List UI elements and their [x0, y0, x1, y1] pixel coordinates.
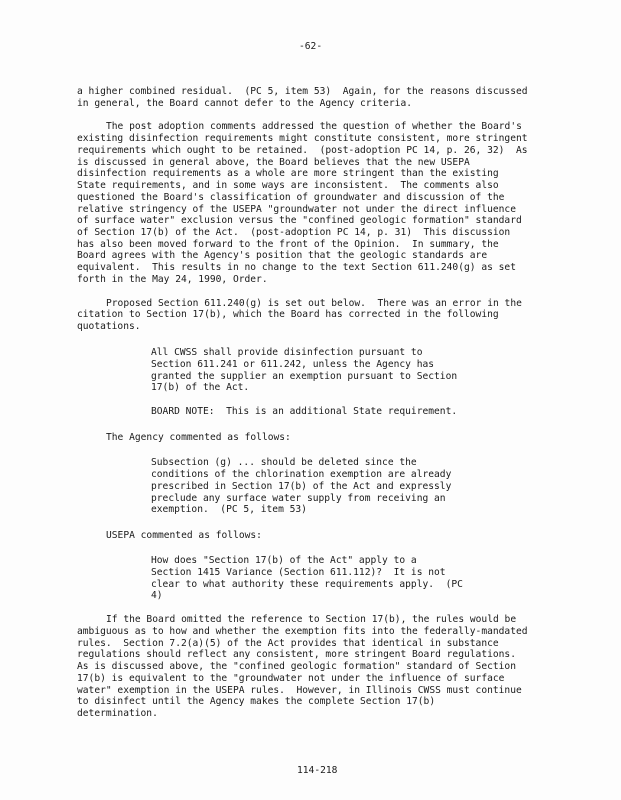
text-line: is discussed in general above, the Board believes that the new USEPA — [77, 157, 470, 168]
text-line: The post adoption comments addressed the question of whether the Board's — [106, 121, 522, 132]
text-line: regulations should reflect any consistent, more stringent Board regulations. — [77, 649, 516, 660]
quote-line: 17(b) of the Act. — [151, 382, 250, 393]
footer-reference: 114-218 — [297, 765, 338, 776]
text-line: of Section 17(b) of the Act. (post-adoption PC 14, p. 31) This discussion — [77, 227, 511, 238]
quote-line: exemption. (PC 5, item 53) — [151, 504, 307, 515]
quote-line: How does "Section 17(b) of the Act" apply to a — [151, 555, 417, 566]
quote-line: Subsection (g) ... should be deleted since the — [151, 457, 417, 468]
text-line: USEPA commented as follows: — [106, 530, 262, 541]
quote-line: conditions of the chlorination exemption are already — [151, 469, 452, 480]
text-line: in general, the Board cannot defer to the Agency criteria. — [77, 98, 413, 109]
quote-line: clear to what authority these requirements apply. (PC — [151, 579, 463, 590]
text-line: requirements which ought to be retained. (post-adoption PC 14, p. 26, 32) As — [77, 145, 528, 156]
text-line: rules. Section 7.2(a)(5) of the Act provides that identical in substance — [77, 638, 499, 649]
text-line: The Agency commented as follows: — [106, 432, 291, 443]
quote-line: prescribed in Section 17(b) of the Act and expressly — [151, 481, 452, 492]
quote-line: Section 1415 Variance (Section 611.112)? It is not — [151, 567, 446, 578]
board-note: BOARD NOTE: This is an additional State requirement. — [151, 406, 458, 417]
text-line: questioned the Board's classification of groundwater and discussion of the — [77, 192, 505, 203]
text-line: determination. — [77, 708, 158, 719]
text-line: As is discussed above, the "confined geologic formation" standard of Section — [77, 661, 516, 672]
text-line: has also been moved forward to the front of the Opinion. In summary, the — [77, 239, 499, 250]
quote-line: Section 611.241 or 611.242, unless the Agency has — [151, 359, 435, 370]
text-line: citation to Section 17(b), which the Board has corrected in the following — [77, 309, 499, 320]
text-line: existing disinfection requirements might constitute consistent, more stringent — [77, 133, 528, 144]
text-line: of surface water" exclusion versus the "confined geologic formation" standard — [77, 215, 522, 226]
text-line: If the Board omitted the reference to Section 17(b), the rules would be — [106, 614, 517, 625]
text-line: 17(b) is equivalent to the "groundwater not under the influence of surface — [77, 673, 505, 684]
quote-line: preclude any surface water supply from receiving an — [151, 493, 446, 504]
text-line: forth in the May 24, 1990, Order. — [77, 274, 268, 285]
quote-line: granted the supplier an exemption pursuant to Section — [151, 371, 458, 382]
text-line: relative stringency of the USEPA "groundwater not under the direct influence — [77, 204, 516, 215]
text-line: Proposed Section 611.240(g) is set out below. There was an error in the — [106, 298, 522, 309]
quote-line: All CWSS shall provide disinfection pursuant to — [151, 347, 423, 358]
text-line: equivalent. This results in no change to the text Section 611.240(g) as set — [77, 262, 516, 273]
page-number: -62- — [299, 41, 323, 52]
text-line: a higher combined residual. (PC 5, item 53) Again, for the reasons discussed — [77, 86, 528, 97]
text-line: ambiguous as to how and whether the exemption fits into the federally-mandated — [77, 626, 528, 637]
text-line: quotations. — [77, 321, 141, 332]
text-line: disinfection requirements as a whole are more stringent than the existing — [77, 168, 499, 179]
quote-line: 4) — [151, 590, 163, 601]
text-line: State requirements, and in some ways are inconsistent. The comments also — [77, 180, 499, 191]
text-line: to disinfect until the Agency makes the complete Section 17(b) — [77, 696, 436, 707]
text-line: Board agrees with the Agency's position that the geologic standards are — [77, 250, 488, 261]
text-line: water" exemption in the USEPA rules. However, in Illinois CWSS must continue — [77, 685, 522, 696]
